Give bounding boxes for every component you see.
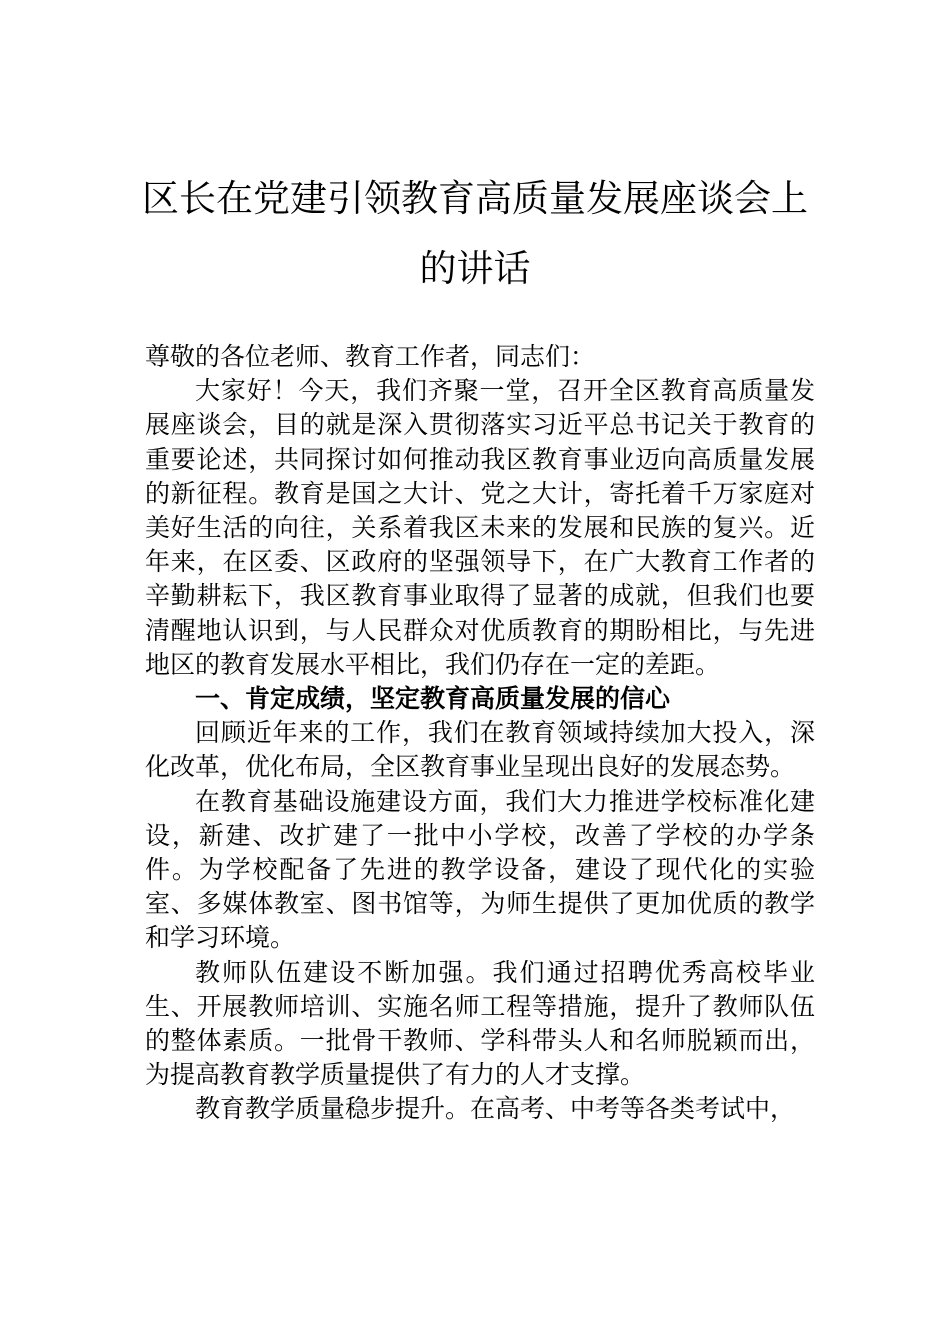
document-title-line-1: 区长在党建引领教育高质量发展座谈会上 xyxy=(142,177,808,220)
paragraph-quality: 教育教学质量稳步提升。在高考、中考等各类考试中， xyxy=(195,1094,796,1124)
paragraph-teachers: 教师队伍建设不断加强。我们通过招聘优秀高校毕业生、开展教师培训、实施名师工程等措施，提升了教师队伍的整体素质。一批骨干教师、学科带头人和名师脱颖而出，为提高教育教学质量提供了有力的人才支撑。 xyxy=(145,957,815,1090)
salutation: 尊敬的各位老师、教育工作者，同志们： xyxy=(145,342,596,371)
paragraph-infrastructure: 在教育基础设施建设方面，我们大力推进学校标准化建设，新建、改扩建了一批中小学校，改善了学校的办学条件。为学校配备了先进的教学设备，建设了现代化的实验室、多媒体教室、图书馆等，为师生提供了更加优质的教学和学习环境。 xyxy=(145,786,815,953)
document-title-line-2: 的讲话 xyxy=(419,247,531,290)
document-body xyxy=(145,340,815,1127)
section-heading-1: 一、肯定成绩，坚定教育高质量发展的信心 xyxy=(195,684,671,714)
paragraph-intro: 大家好！今天，我们齐聚一堂，召开全区教育高质量发展座谈会，目的就是深入贯彻落实习近平总书记关于教育的重要论述，共同探讨如何推动我区教育事业迈向高质量发展的新征程。教育是国之大计、党之大计，寄托着千万家庭对美好生活的向往，关系着我区未来的发展和民族的复兴。近年来，在区委、区政府的坚强领导下，在广大教育工作者的辛勤耕耘下，我区教育事业取得了显著的成就，但我们也要清醒地认识到，与人民群众对优质教育的期盼相比，与先进地区的教育发展水平相比，我们仍存在一定的差距。 xyxy=(145,376,815,679)
paragraph-review: 回顾近年来的工作，我们在教育领域持续加大投入，深化改革，优化布局，全区教育事业呈现出良好的发展态势。 xyxy=(145,718,815,782)
